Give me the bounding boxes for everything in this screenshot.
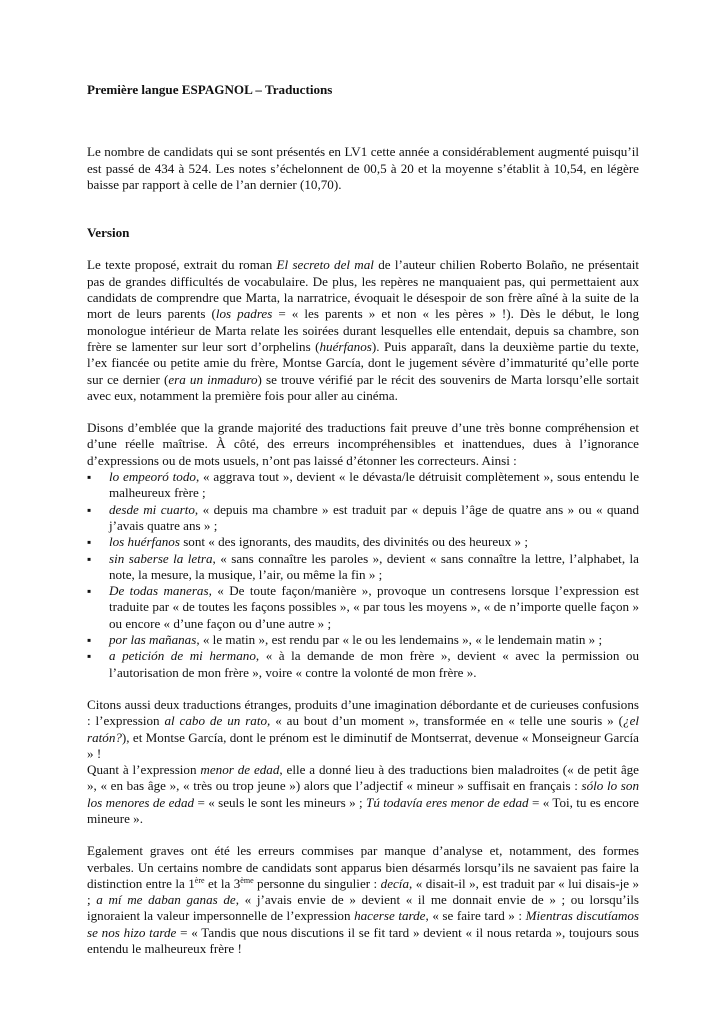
- text-run: « au bout d’un moment », transformée en « telle une souris » (: [270, 713, 624, 729]
- text-run: Egalement graves ont été les erreurs commises par manque d’analyse et, notamment, des formes verbales. Un certains nombre de candidats sont apparus bien désarmés lorsqu’ils ne savaient pas faire la distinction entre la 1: [87, 843, 639, 891]
- spanish-term: Tú todavía eres menor de edad: [366, 794, 529, 810]
- explanation: , « à la demande de mon frère », devient « avec la permission ou l’autorisation de mon frère », voire « contre la volonté de mon frère ».: [109, 648, 639, 680]
- text-run: = « seuls le sont les mineurs » ;: [194, 794, 367, 810]
- list-item: [87, 632, 639, 648]
- spanish-term: los padres: [215, 306, 273, 322]
- list-item: [87, 551, 639, 584]
- spanish-term: huérfanos: [319, 338, 372, 354]
- text-run: = « Toi, tu es encore mineure ».: [87, 794, 639, 826]
- explanation: , « aggrava tout », devient « le dévasta/le détruisit complètement », sous entendu le malheureux frère ;: [109, 469, 640, 501]
- spanish-term: decía: [380, 875, 409, 891]
- explanation: « De toute façon/manière », provoque un contresens lorsque l’expression est traduite par « de toutes les façons possibles », « par tous les moyens », « de n’importe quelle façon » ou encore « d’une façon ou d’une autre » ;: [109, 583, 639, 631]
- error-examples-list: [87, 469, 639, 681]
- text-run: ), et Montse García, dont le prénom est le diminutif de Montserrat, devenue « Monseigneur García » !: [87, 729, 639, 761]
- explanation: , « depuis ma chambre » est traduit par « depuis l’âge de quatre ans » ou « quand j’avais quatre ans » ;: [109, 501, 640, 533]
- paragraph-text-context: [87, 257, 639, 404]
- explanation: , « le matin », est rendu par « le ou les lendemains », « le lendemain matin » ;: [196, 632, 603, 648]
- text-run: , « j’avais envie de » devient « il me donnait envie de » ; ou lorsqu’ils ignoraient la valeur impersonnelle de l’expression: [87, 892, 639, 924]
- explanation: , « sans connaître les paroles », devient « sans connaître la lettre, l’alphabet, la note, la mesure, la musique, l’air, ou même la fin » ;: [109, 550, 639, 582]
- paragraph-strange-translations: [87, 697, 639, 762]
- paragraph-general-assessment: Disons d’emblée que la grande majorité des traductions fait preuve d’une très bonne compréhension et d’une réelle maîtrise. À côté, des erreurs incompréhensibles et inattendues, dues à l’ignorance d’expressions ou de mots usuels, n’ont pas laissé d’étonner les correcteurs. Ainsi :: [87, 420, 639, 468]
- spanish-expression: lo empeoró todo: [109, 469, 196, 485]
- spanish-term: hacerse tarde,: [354, 908, 429, 924]
- ordinal-superscript: ème: [240, 875, 254, 885]
- paragraph-menor-de-edad: [87, 762, 639, 827]
- list-item: [87, 648, 639, 681]
- text-run: = « les parents » et non « les pères » !). Dès le début, le long monologue intérieur de Marta relate les soirées durant lesquelles elle entendait, depuis sa chambre, son frère se lamenter sur leur sort d’orphelins (: [87, 306, 639, 354]
- spanish-term: era un inmaduro: [168, 371, 258, 387]
- text-run: ). Puis apparaît, dans la deuxième partie du texte, l’ex fiancée ou petite amie du frère, Montse García, dont le jugement sévère d’immaturité qu’elle porte sur ce dernier (: [87, 338, 639, 387]
- document-page: [87, 82, 639, 957]
- novel-title: El secreto del mal: [276, 257, 374, 273]
- text-run: ) se trouve vérifié par le récit des souvenirs de Marta lorsqu’elle sortait avec eux, notamment la première fois pour aller au cinéma.: [87, 371, 639, 403]
- spanish-expression: desde mi cuarto: [109, 501, 195, 517]
- spanish-expression: De todas maneras,: [109, 583, 212, 599]
- text-run: Le texte proposé, extrait du roman: [87, 257, 277, 273]
- spanish-expression: a petición de mi hermano: [109, 648, 256, 664]
- text-run: Citons aussi deux traductions étranges, produits d’une imagination débordante et de curieuses confusions : l’expression: [87, 696, 639, 729]
- explanation: sont « des ignorants, des maudits, des divinités ou des heureux » ;: [179, 534, 528, 550]
- list-item: [87, 502, 639, 535]
- spanish-expression: sin saberse la letra: [109, 550, 213, 566]
- spanish-term: ¿el ratón?: [87, 713, 640, 745]
- list-item: [87, 534, 639, 550]
- text-run: et la 3: [204, 875, 241, 891]
- spanish-expression: los huérfanos: [109, 534, 180, 550]
- text-run: , « disait-il », est traduit par « lui disais-je » ;: [87, 875, 640, 908]
- list-item: [87, 469, 639, 502]
- spanish-expression: por las mañanas: [109, 632, 197, 648]
- paragraph-verb-errors: [87, 843, 639, 957]
- spanish-term: Mientras discutíamos se nos hizo tarde: [87, 908, 639, 940]
- spanish-term: menor de edad: [200, 762, 280, 778]
- spanish-term: a mí me daban ganas de: [96, 892, 236, 908]
- spanish-term: sólo lo son los menores de edad: [87, 778, 639, 810]
- text-run: personne du singulier :: [253, 875, 381, 891]
- intro-paragraph: Le nombre de candidats qui se sont présentés en LV1 cette année a considérablement augmenté puisqu’il est passé de 434 à 524. Les notes s’échelonnent de 00,5 à 20 et la moyenne s’établit à 10,54, en légère baisse par rapport à celle de l’an dernier (10,70).: [87, 144, 639, 192]
- section-heading-version: Version: [87, 225, 130, 241]
- text-run: « se faire tard » :: [428, 908, 526, 924]
- spanish-term: al cabo de un rato,: [164, 713, 271, 729]
- list-item: [87, 583, 639, 632]
- text-run: , elle a donné lieu à des traductions bien maladroites (« de petit âge », « en bas âge », « très ou trop jeune ») alors que l’adjectif « mineur » suffisait en français :: [87, 762, 639, 794]
- text-run: Quant à l’expression: [87, 762, 201, 778]
- text-run: = « Tandis que nous discutions il se fit tard » devient « il nous retarda », toujours sous entendu le malheureux frère !: [87, 924, 639, 957]
- document-title: Première langue ESPAGNOL – Traductions: [87, 82, 333, 97]
- ordinal-superscript: ère: [194, 875, 205, 885]
- text-run: de l’auteur chilien Roberto Bolaño, ne présentait pas de grandes difficultés de vocabulaire. De plus, les repères ne manquaient pas, qui permettaient aux candidats de comprendre que Marta, la narratrice, évoquait le désespoir de son frère aîné à la suite de la mort de leurs parents (: [87, 257, 640, 322]
